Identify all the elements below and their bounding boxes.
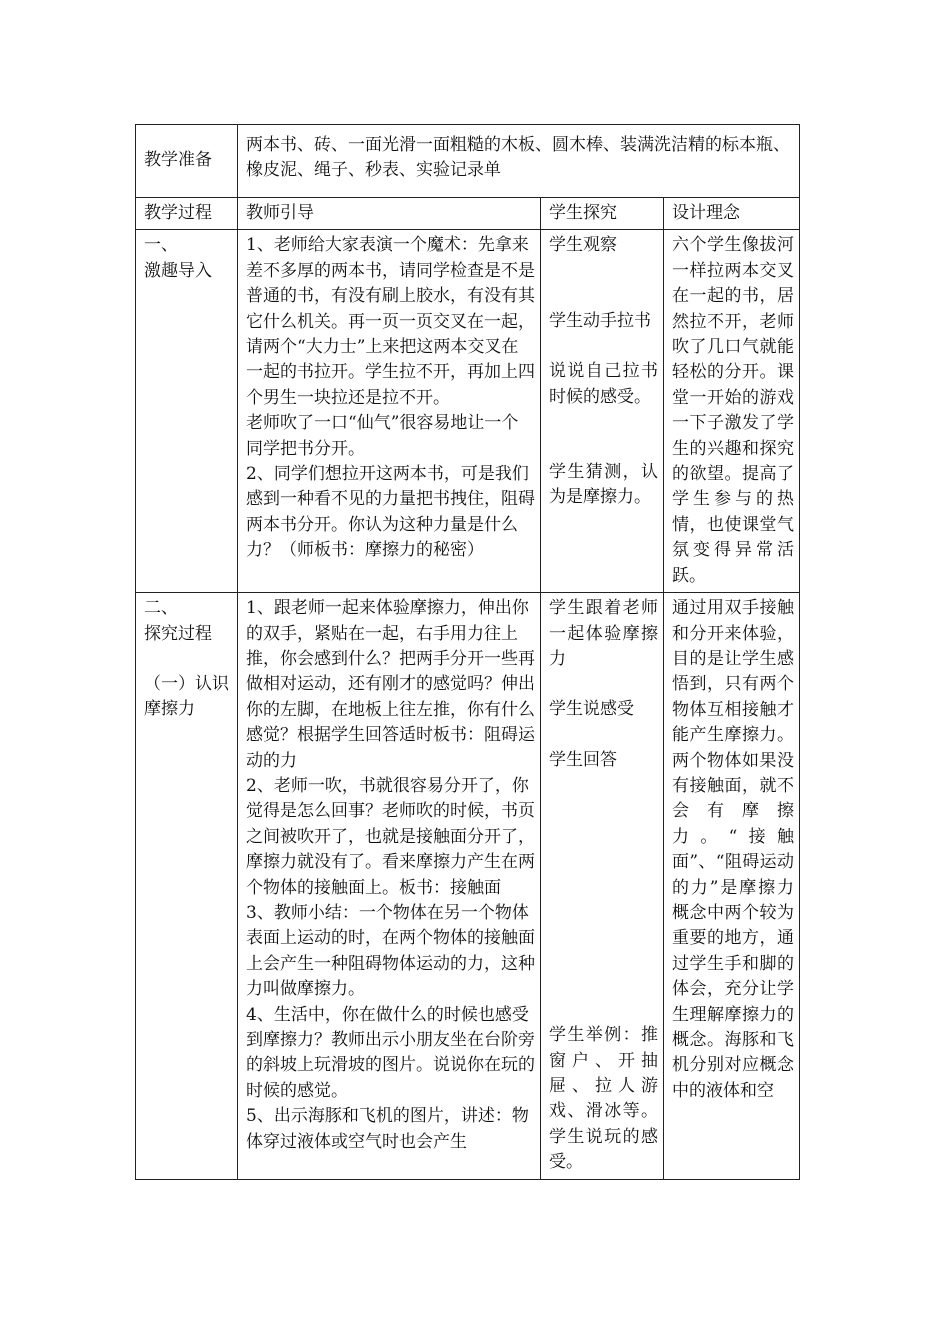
- stage-subtitle: （一）认识摩擦力: [144, 673, 229, 720]
- prep-content: 两本书、砖、一面光滑一面粗糙的木板、圆木棒、装满洗洁精的标本瓶、橡皮泥、绳子、秒表、实验记录单: [238, 125, 800, 198]
- teacher-paragraph: 1、老师给大家表演一个魔术：先拿来差不多厚的两本书，请同学检查是不是普通的书，有没有刷上胶水，有没有其它什么机关。再一页一页交叉在一起，请两个“大力士”上来把这两本交叉在一起的书拉开。学生拉不开，再加上四个男生一块拉还是拉不开。: [246, 235, 535, 408]
- design-cell: 通过用双手接触和分开来体验，目的是让学生感悟到，只有两个物体互相接触才能产生摩擦力。两个物体如果没有接触面，就不会有摩擦力。“接触面”、“阻碍运动的力”是摩擦力概念中两个较为重要的地方，通过学生手和脚的体会，充分让学生理解摩擦力的概念。海豚和飞机分别对应概念中的液体和空: [664, 593, 800, 1179]
- teacher-paragraph: 2、老师一吹，书就很容易分开了，你觉得是怎么回事？老师吹的时候，书页之间被吹开了，也就是接触面分开了，摩擦力就没有了。看来摩擦力产生在两个物体的接触面上。板书：接触面: [246, 775, 535, 898]
- student-activity: 学生猜测，认为是摩擦力。: [549, 462, 658, 508]
- lesson-plan-table: [135, 124, 800, 1180]
- stage-number: 一、: [144, 235, 178, 256]
- section-row-intro: [136, 230, 800, 593]
- student-activity: 学生回答: [549, 749, 617, 770]
- teacher-cell: [238, 230, 541, 593]
- header-row: [136, 198, 800, 230]
- student-activity: 说说自己拉书时候的感受。: [549, 361, 658, 407]
- student-cell: [541, 593, 664, 1179]
- header-teacher: 教师引导: [238, 198, 541, 230]
- teacher-cell: [238, 593, 541, 1179]
- design-cell: 六个学生像拔河一样拉两本交叉在一起的书，居然拉不开，老师吹了几口气就能轻松的分开。课堂一开始的游戏一下子激发了学生的兴趣和探究的欲望。提高了学生参与的热情，也使课堂气氛变得异常活跃。: [664, 230, 800, 593]
- prep-row: [136, 125, 800, 198]
- teacher-paragraph: 1、跟老师一起来体验摩擦力，伸出你的双手，紧贴在一起，右手用力往上推，你会感到什么？把两手分开一些再做相对运动，还有刚才的感觉吗？伸出你的左脚，在地板上往左推，你有什么感觉？根据学生回答适时板书：阻碍运动的力: [246, 598, 535, 771]
- header-process: 教学过程: [136, 198, 238, 230]
- teacher-paragraph: 3、教师小结：一个物体在另一个物体表面上运动的时，在两个物体的接触面上会产生一种阻碍物体运动的力，这种力叫做摩擦力。: [246, 902, 535, 1000]
- teacher-paragraph: 4、生活中，你在做什么的时候也感受到摩擦力？教师出示小朋友坐在台阶旁的斜坡上玩滑坡的图片。说说你在玩的时候的感觉。: [246, 1004, 535, 1101]
- header-student: 学生探究: [541, 198, 664, 230]
- student-activity: 学生说感受: [549, 699, 634, 720]
- student-activity: 学生举例：推窗户、开抽屉、拉人游戏、滑冰等。学生说玩的感受。: [549, 1025, 658, 1173]
- stage-cell: [136, 593, 238, 1179]
- teacher-paragraph: 5、出示海豚和飞机的图片，讲述：物体穿过液体或空气时也会产生: [246, 1106, 529, 1152]
- prep-label: 教学准备: [136, 125, 238, 198]
- student-cell: [541, 230, 664, 593]
- stage-number: 二、: [144, 598, 178, 619]
- student-activity: 学生观察: [549, 235, 617, 256]
- stage-title: 激趣导入: [144, 260, 212, 281]
- student-activity: 学生动手拉书: [549, 310, 651, 331]
- stage-title: 探究过程: [144, 623, 212, 644]
- teacher-paragraph: 2、同学们想拉开这两本书，可是我们感到一种看不见的力量把书拽住，阻碍两本书分开。你认为这种力量是什么力？（师板书：摩擦力的秘密）: [246, 464, 535, 561]
- lesson-plan-page: [135, 124, 799, 1180]
- stage-cell: [136, 230, 238, 593]
- header-design: 设计理念: [664, 198, 800, 230]
- teacher-paragraph: 老师吹了一口“仙气”很容易地让一个同学把书分开。: [246, 413, 519, 459]
- student-activity: 学生跟着老师一起体验摩擦力: [549, 598, 658, 669]
- section-row-explore: [136, 593, 800, 1179]
